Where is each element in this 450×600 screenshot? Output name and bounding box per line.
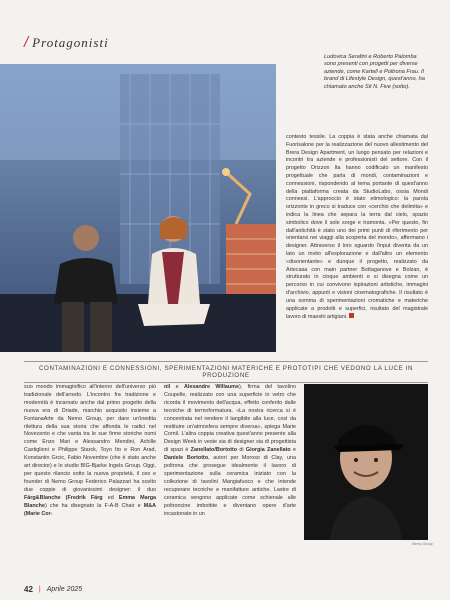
- section-banner: CONTAMINAZIONI E CONNESSIONI, SPERIMENTAZIONI MATERICHE E PROTOTIPI CHE VEDONO LA LUCE IN PRODUZIONE: [24, 361, 428, 383]
- middle-column-body: ), firma del tavolino Coupelle, realizzato con una superficie in vetro che ricorda il movimento dell'acqua, effetto conferito dalle tecniche di termoformatura. «La nostra ricerca si è concentrata nel rendere il tangibile alla luce, così da restituire un'atmosfera sempre diversa», spiega Marie Cornil. L'altra coppia creativa quest'anno presente alla Design Week in veste sia di designer sia di progettista di spazi è: [164, 384, 296, 454]
- designer-name-giorgia: Giorgia Zanellato: [245, 447, 291, 454]
- middle-column-connector-2: di: [239, 447, 244, 454]
- page-footer: [24, 585, 82, 594]
- left-column-body: suo mondo immaginifico all'interno dell'universo più tradizionale dell'arredo. L'incontro fra tradizione e modernità è incarnato anche dal primo progetto della nuova era di Driade, marchio acquisito insieme a FontanaArte da Nemo Group, per dare un'inedita rilettura della sua storia che affonda le radici nel Novecento e che vanta tra le sue firme storiche nomi come Enzo Mari e Alessandro Mendini, Achille Castiglioni e Philippe Starck, Toyo Ito e Ron Arad, Konstantin Grcic, Fabio Novembre (che è stato anche art director) e lo studio BIG-Bjarke Ingels Group. Oggi, per questo rilancio sotto la nuova proprietà, il ceo e founder di Nemo Group Federico Palazzari ha scelto due coppie di giovanissimi designer: il duo: [24, 384, 156, 493]
- portrait-photo-graphic: [0, 64, 276, 352]
- footer-separator: |: [38, 586, 41, 593]
- right-column-body: contesto tessile. La coppia è stata anche chiamata dal Fuorisalone per la realizzazione del nuovo allestimento del Brera Design Apartment, un luogo pensato per relazioni e incontri tra aziende e professionisti del settore. Con il progetto Orizzon Ita hanno codificato un manifesto progettuale che parla di mondi, contaminazioni e connessioni, rispondendo al tema portante di quest'anno della piattaforma creata da StudioLabo, ossia Mondi connessi. L'approccio è stato etimologico: la parola orizzonte in greco si traduce con «cerchio che delimita» e indica la linea che separa la terra dal cielo, spazio simbolico dove il sole sorge e tramonta. «Per questo, fin dall'antichità è stato uno dei primi punti di riferimento per orientarsi nei viaggi alla scoperta del mondo», affermano i designer. Attraverso il loro sguardo l'input diventa da un lato un invito all'esplorazione e dall'altro un elemento «disorientante» e dunque il progetto, realizzato da Artecasa con main partner Bottaganove e Bolzan, è strutturato in cinque ambienti e si disegna come un percorso in cui convivono ispirazioni artistiche, immagini d'archivio, appunti e visioni cinematografiche. Il risultato è una somma di sperimentazioni cromatiche e materiche applicate a prodotti e superfici, risultato del magistrale lavoro di maestri artigiani.: [286, 134, 428, 321]
- section-title: Protagonisti: [32, 34, 109, 50]
- left-column-tail: ) che ha disegnato la F-A-B Chair e: [44, 502, 141, 509]
- end-mark-icon: [349, 313, 354, 318]
- issue-date: Aprile 2025: [46, 586, 83, 593]
- left-column-text: [24, 384, 156, 518]
- article-column-left: [24, 384, 156, 518]
- designer-name-willaume: Alexandre Willaume: [183, 384, 239, 390]
- page-number: 42: [24, 585, 33, 594]
- designer-name-daniele: Daniele Bortotto: [164, 455, 209, 462]
- designer-name-farg-blanche: Färg&Blanche (Fredrik Färg: [24, 494, 103, 501]
- designer-name-nil: nil: [164, 384, 171, 390]
- designer-name-ma: M&A (Marie Cor-: [24, 502, 156, 517]
- middle-column-tail: , autori per Moroso di Clay, una poltrona che prosegue idealmente il lavoro di sperimentazione sulla ceramica iniziato con la collezione di tavolini Mangiafuoco e che intende recuperare tecniche e manifatture antiche. Lastre di ceramica vengono applicate come schienale alle poltroncine imbottite e diventano opere d'arte incastonate in un: [164, 455, 296, 517]
- designer-name-emma: Emma Marga Blanche: [24, 494, 157, 509]
- section-slash: /: [24, 34, 29, 51]
- section-header: [24, 34, 109, 51]
- middle-column-connector-0: e: [175, 384, 179, 390]
- designers-portrait-photo: [0, 64, 276, 352]
- photo-caption: [324, 54, 430, 91]
- middle-column-connector-3: e: [293, 447, 297, 454]
- caption-text: Ludovica Serafini e Roberto Palomba sono presenti con progetti per diverse aziende, come Kartell e Poltrona Frau. Il brand di Lifestyle Design, quest'anno, ha chiamato anche Sit N. Five (sotto).: [324, 54, 425, 90]
- designer-headshot-photo: [304, 384, 428, 540]
- studio-name-zanellato-bortotto: Zanellato/Bortotto: [190, 447, 238, 454]
- right-column-text: [286, 134, 428, 322]
- middle-column-text: [164, 384, 296, 518]
- article-column-middle: [164, 384, 296, 518]
- left-column-connector: ed: [107, 494, 114, 501]
- photo-credit: Nemo Group: [412, 542, 433, 546]
- headshot-photo-graphic: [304, 384, 428, 540]
- article-column-right: [286, 134, 428, 322]
